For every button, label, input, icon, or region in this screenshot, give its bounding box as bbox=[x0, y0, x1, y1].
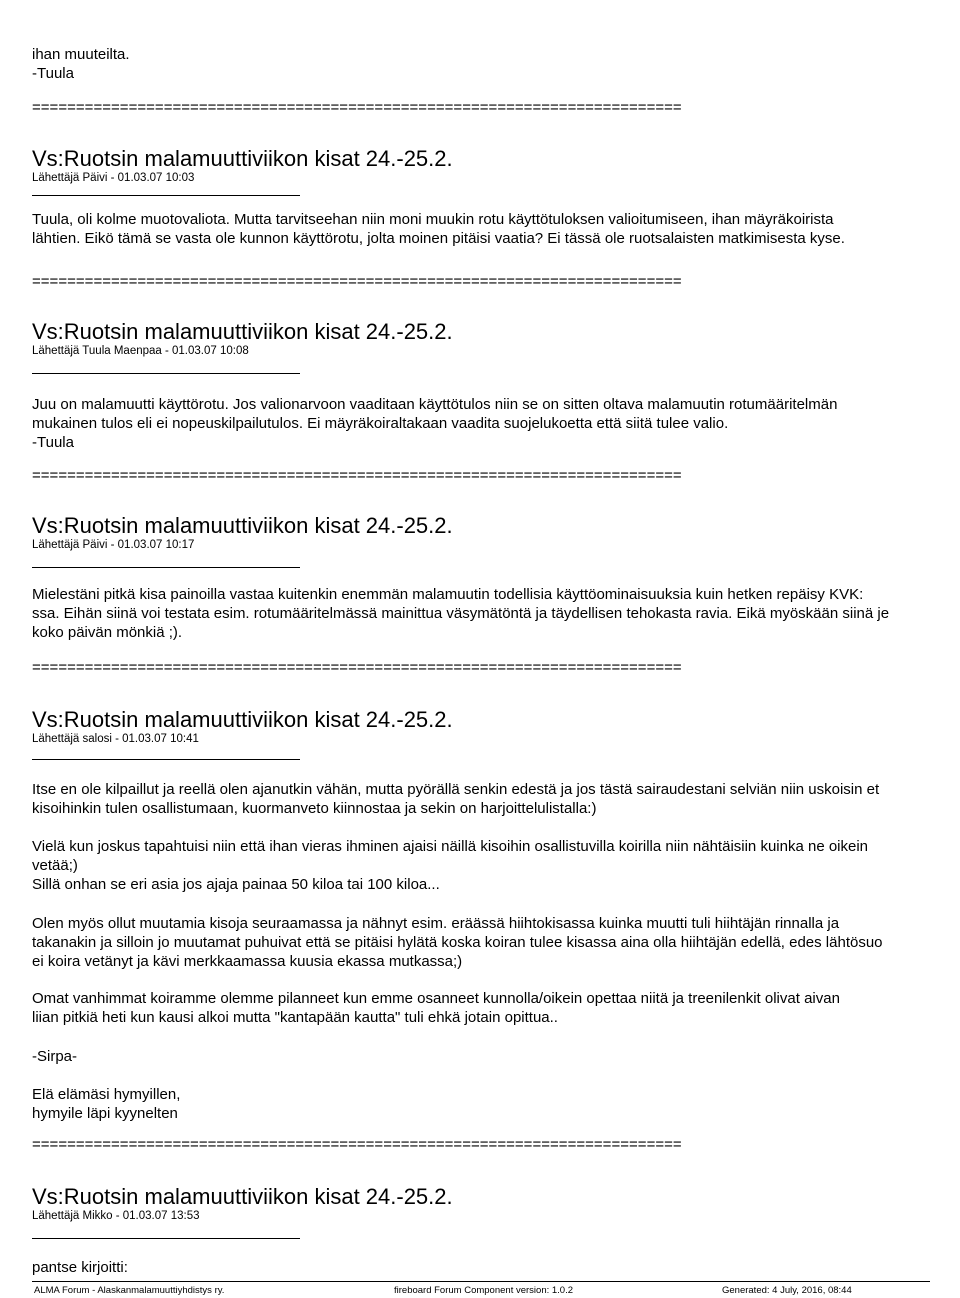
post-rule bbox=[32, 567, 300, 568]
post-body-line: Olen myös ollut muutamia kisoja seuraamassa ja nähnyt esim. eräässä hiihtokisassa kuinka muutti tuli hiihtäjän rinnalla ja bbox=[32, 915, 840, 932]
post-body-line: Itse en ole kilpaillut ja reellä olen ajanutkin vähän, mutta pyörällä senkin edestä ja jos tästä sairaudestani selviän niin uskoisin et bbox=[32, 781, 880, 798]
post-meta: Lähettäjä Päivi - 01.03.07 10:17 bbox=[32, 539, 195, 551]
post bbox=[32, 514, 453, 552]
body-line: ihan muuteilta. bbox=[32, 46, 130, 63]
post-body-line: koko päivän mönkiä ;). bbox=[32, 624, 183, 641]
footer-site-name: ALMA Forum - Alaskanmalamuuttiyhdistys ry. bbox=[34, 1285, 225, 1296]
post-body-line: Juu on malamuutti käyttörotu. Jos valionarvoon vaaditaan käyttötulos niin se on sitten oltava malamuutin rotumääritelmän bbox=[32, 396, 838, 413]
post-body-line: ssa. Eihän siinä voi testata esim. rotumääritelmässä mainittua väsymätöntä ja täydellisen tehokasta ravia. Eikä myöskään siinä je bbox=[32, 605, 890, 622]
post-body-line: Vielä kun joskus tapahtuisi niin että ihan vieras ihminen ajaisi näillä kisoihin osallistuvilla koirilla niin nähtäisiin kuinka ne oikein bbox=[32, 838, 869, 855]
post-body-line: liian pitkiä heti kun kausi alkoi mutta "kantapään kautta" tuli ehkä jotain opittua.. bbox=[32, 1009, 558, 1026]
post-body-line: vetää;) bbox=[32, 857, 78, 874]
post-body-line: mukainen tulos eli ei nopeuskilpailutulos. Ei mäyräkoiraltakaan vaadita suojelukoetta että siitä tulee valio. bbox=[32, 415, 729, 432]
separator: ========================================================================== bbox=[32, 468, 682, 483]
separator: ========================================================================== bbox=[32, 660, 682, 675]
post-meta: Lähettäjä Päivi - 01.03.07 10:03 bbox=[32, 172, 195, 184]
post-meta: Lähettäjä Tuula Maenpaa - 01.03.07 10:08 bbox=[32, 345, 249, 357]
post bbox=[32, 1185, 453, 1223]
body-line: -Tuula bbox=[32, 65, 74, 82]
post-rule bbox=[32, 373, 300, 374]
post-body-line: Elä elämäsi hymyillen, bbox=[32, 1086, 181, 1103]
post-body-line: pantse kirjoitti: bbox=[32, 1259, 128, 1276]
post-body-line: kisoihinkin tulen osallistumaan, kuormanveto kiinnostaa ja sekin on harjoittelulistalla:) bbox=[32, 800, 597, 817]
separator: ========================================================================== bbox=[32, 274, 682, 289]
post-title: Vs:Ruotsin malamuuttiviikon kisat 24.-25.2. bbox=[32, 319, 453, 344]
post bbox=[32, 147, 453, 185]
post-title: Vs:Ruotsin malamuuttiviikon kisat 24.-25.2. bbox=[32, 707, 453, 732]
post-body-line: Mielestäni pitkä kisa painoilla vastaa kuitenkin enemmän malamuutin todellisia käyttöominaisuuksia kuin hetken repäisy KVK: bbox=[32, 586, 864, 603]
post-body-line: hymyile läpi kyynelten bbox=[32, 1105, 178, 1122]
post-rule bbox=[32, 1238, 300, 1239]
post-body-line: Sillä onhan se eri asia jos ajaja painaa 50 kiloa tai 100 kiloa... bbox=[32, 876, 440, 893]
post bbox=[32, 320, 453, 358]
post-signature: -Sirpa- bbox=[32, 1048, 78, 1065]
page-footer bbox=[32, 1281, 930, 1298]
post-meta: Lähettäjä Mikko - 01.03.07 13:53 bbox=[32, 1210, 200, 1222]
post bbox=[32, 708, 453, 746]
post-title: Vs:Ruotsin malamuuttiviikon kisat 24.-25.2. bbox=[32, 513, 453, 538]
post-body-line: Omat vanhimmat koiramme olemme pilanneet kun emme osanneet kunnolla/oikein opettaa niitä ja treenilenkit olivat aivan bbox=[32, 990, 840, 1007]
post-body-line: ei koira vetänyt ja kävi merkkaamassa kuusia ekassa mutkassa;) bbox=[32, 953, 463, 970]
separator: ========================================================================== bbox=[32, 100, 682, 115]
post-title: Vs:Ruotsin malamuuttiviikon kisat 24.-25.2. bbox=[32, 146, 453, 171]
post-title: Vs:Ruotsin malamuuttiviikon kisat 24.-25.2. bbox=[32, 1184, 453, 1209]
separator: ========================================================================== bbox=[32, 1137, 682, 1152]
post-body-line: takanakin ja silloin jo muutamat puhuivat että se pitäisi hylätä koska koiran tulee kisassa aina olla hiihtäjän edellä, edes lähtösuo bbox=[32, 934, 883, 951]
post-meta: Lähettäjä salosi - 01.03.07 10:41 bbox=[32, 733, 199, 745]
post-rule bbox=[32, 195, 300, 196]
footer-component-version: fireboard Forum Component version: 1.0.2 bbox=[394, 1285, 574, 1296]
post-body-line: -Tuula bbox=[32, 434, 74, 451]
post-rule bbox=[32, 759, 300, 760]
post-body-line: Tuula, oli kolme muotovaliota. Mutta tarvitseehan niin moni muukin rotu käyttötuloksen valioitumiseen, ihan mäyräkoirista bbox=[32, 211, 834, 228]
footer-generated-date: Generated: 4 July, 2016, 08:44 bbox=[722, 1285, 852, 1296]
post-body-line: lähtien. Eikö tämä se vasta ole kunnon käyttörotu, jolta moinen pitäisi vaatia? Ei tässä ole ruotsalaisten matkimisesta kyse. bbox=[32, 230, 845, 247]
